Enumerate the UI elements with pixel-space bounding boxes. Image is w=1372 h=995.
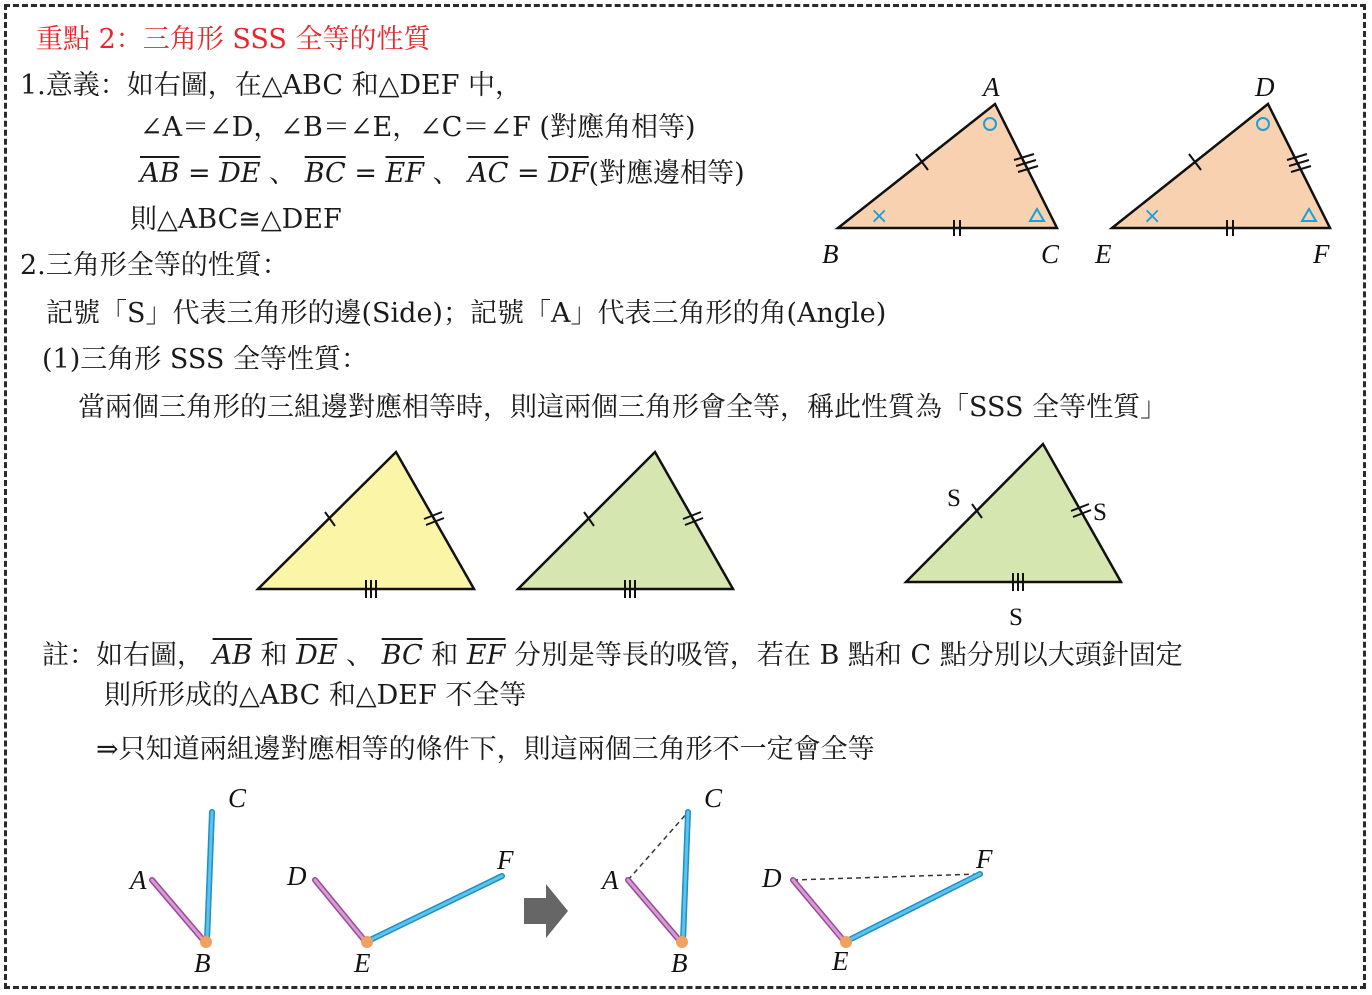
label-a: A	[983, 72, 1000, 102]
straw-figure-1	[128, 783, 247, 978]
seg-de: $\overline{DE}$	[219, 158, 261, 189]
label-e: E	[832, 946, 849, 976]
label-a: A	[130, 865, 147, 895]
label-b: B	[671, 948, 688, 978]
pin-b	[200, 936, 212, 948]
note-line3: ⇒只知道兩組邊對應相等的條件下，則這兩個三角形不一定會全等	[96, 734, 875, 765]
seg-ac: $\overline{AC}$	[468, 158, 509, 189]
straw-figure-2	[286, 845, 514, 978]
triangle-def-figure	[1094, 72, 1330, 269]
sec2-sub1-text: 當兩個三角形的三組邊對應相等時，則這兩個三角形會全等，稱此性質為「SSS 全等性質」	[78, 392, 1168, 423]
seg-ef: $\overline{EF}$	[466, 640, 506, 671]
seg-de: $\overline{DE}$	[296, 640, 338, 671]
side-label-s: S	[947, 485, 961, 512]
label-c: C	[228, 783, 247, 813]
label-b: B	[194, 948, 211, 978]
sss-triangle-yellow	[258, 452, 474, 598]
separator: 、	[269, 158, 297, 189]
eq-sign: =	[516, 158, 540, 189]
seg-bc: $\overline{BC}$	[381, 640, 423, 671]
straw-figure-4	[761, 844, 993, 976]
side-label-s: S	[1009, 604, 1023, 631]
sss-triangle-labeled	[906, 444, 1121, 631]
and-word: 和	[260, 640, 288, 671]
sec1-conclusion: 則△ABC≅△DEF	[130, 204, 342, 235]
seg-ab: $\overline{AB}$	[212, 640, 252, 671]
label-c: C	[704, 783, 723, 813]
side-label-s: S	[1093, 499, 1107, 526]
section-heading: 重點 2：三角形 SSS 全等的性質	[36, 24, 431, 55]
label-d: D	[762, 863, 782, 893]
angle-mark-cross: ×	[870, 204, 889, 229]
note-pre: 註：如右圖，	[42, 640, 204, 671]
separator: 、	[346, 640, 374, 671]
seg-ab: $\overline{AB}$	[140, 158, 180, 189]
seg-df: $\overline{DF}$	[548, 158, 589, 189]
sec1-title: 1.意義：如右圖，在△ABC 和△DEF 中，	[20, 70, 523, 101]
angle-mark-cross: ×	[1143, 204, 1162, 229]
triangle-abc-figure	[822, 72, 1060, 269]
note-post: 分別是等長的吸管，若在 B 點和 C 點分別以大頭針固定	[513, 640, 1183, 671]
label-d: D	[1255, 72, 1275, 102]
straw-figure-3	[600, 783, 723, 978]
label-f: F	[1313, 239, 1330, 269]
eq-sign: =	[187, 158, 211, 189]
pin-e	[361, 936, 373, 948]
seg-ef: $\overline{EF}$	[385, 158, 424, 189]
sec2-title: 2.三角形全等的性質：	[20, 250, 289, 281]
label-a: A	[602, 865, 619, 895]
seg-bc: $\overline{BC}$	[304, 158, 346, 189]
label-b: B	[822, 239, 839, 269]
sec2-symbols: 記號「S」代表三角形的邊(Side)；記號「A」代表三角形的角(Angle)	[46, 298, 887, 329]
sec2-sub1-title: (1)三角形 SSS 全等性質：	[42, 344, 368, 375]
label-e: E	[354, 948, 371, 978]
and-word: 和	[431, 640, 459, 671]
note-line2: 則所形成的△ABC 和△DEF 不全等	[104, 680, 527, 711]
pin-b	[676, 936, 688, 948]
label-d: D	[287, 861, 307, 891]
label-f: F	[497, 845, 514, 875]
eq-sign: =	[354, 158, 377, 189]
sides-note: (對應邊相等)	[588, 158, 745, 189]
label-f: F	[976, 844, 993, 874]
label-e: E	[1095, 239, 1112, 269]
separator: 、	[432, 158, 460, 189]
sec1-angles: ∠A＝∠D，∠B＝∠E，∠C＝∠F (對應角相等)	[140, 112, 696, 143]
right-arrow-icon	[524, 884, 568, 938]
label-c: C	[1041, 239, 1060, 269]
sss-triangle-green	[518, 452, 733, 598]
